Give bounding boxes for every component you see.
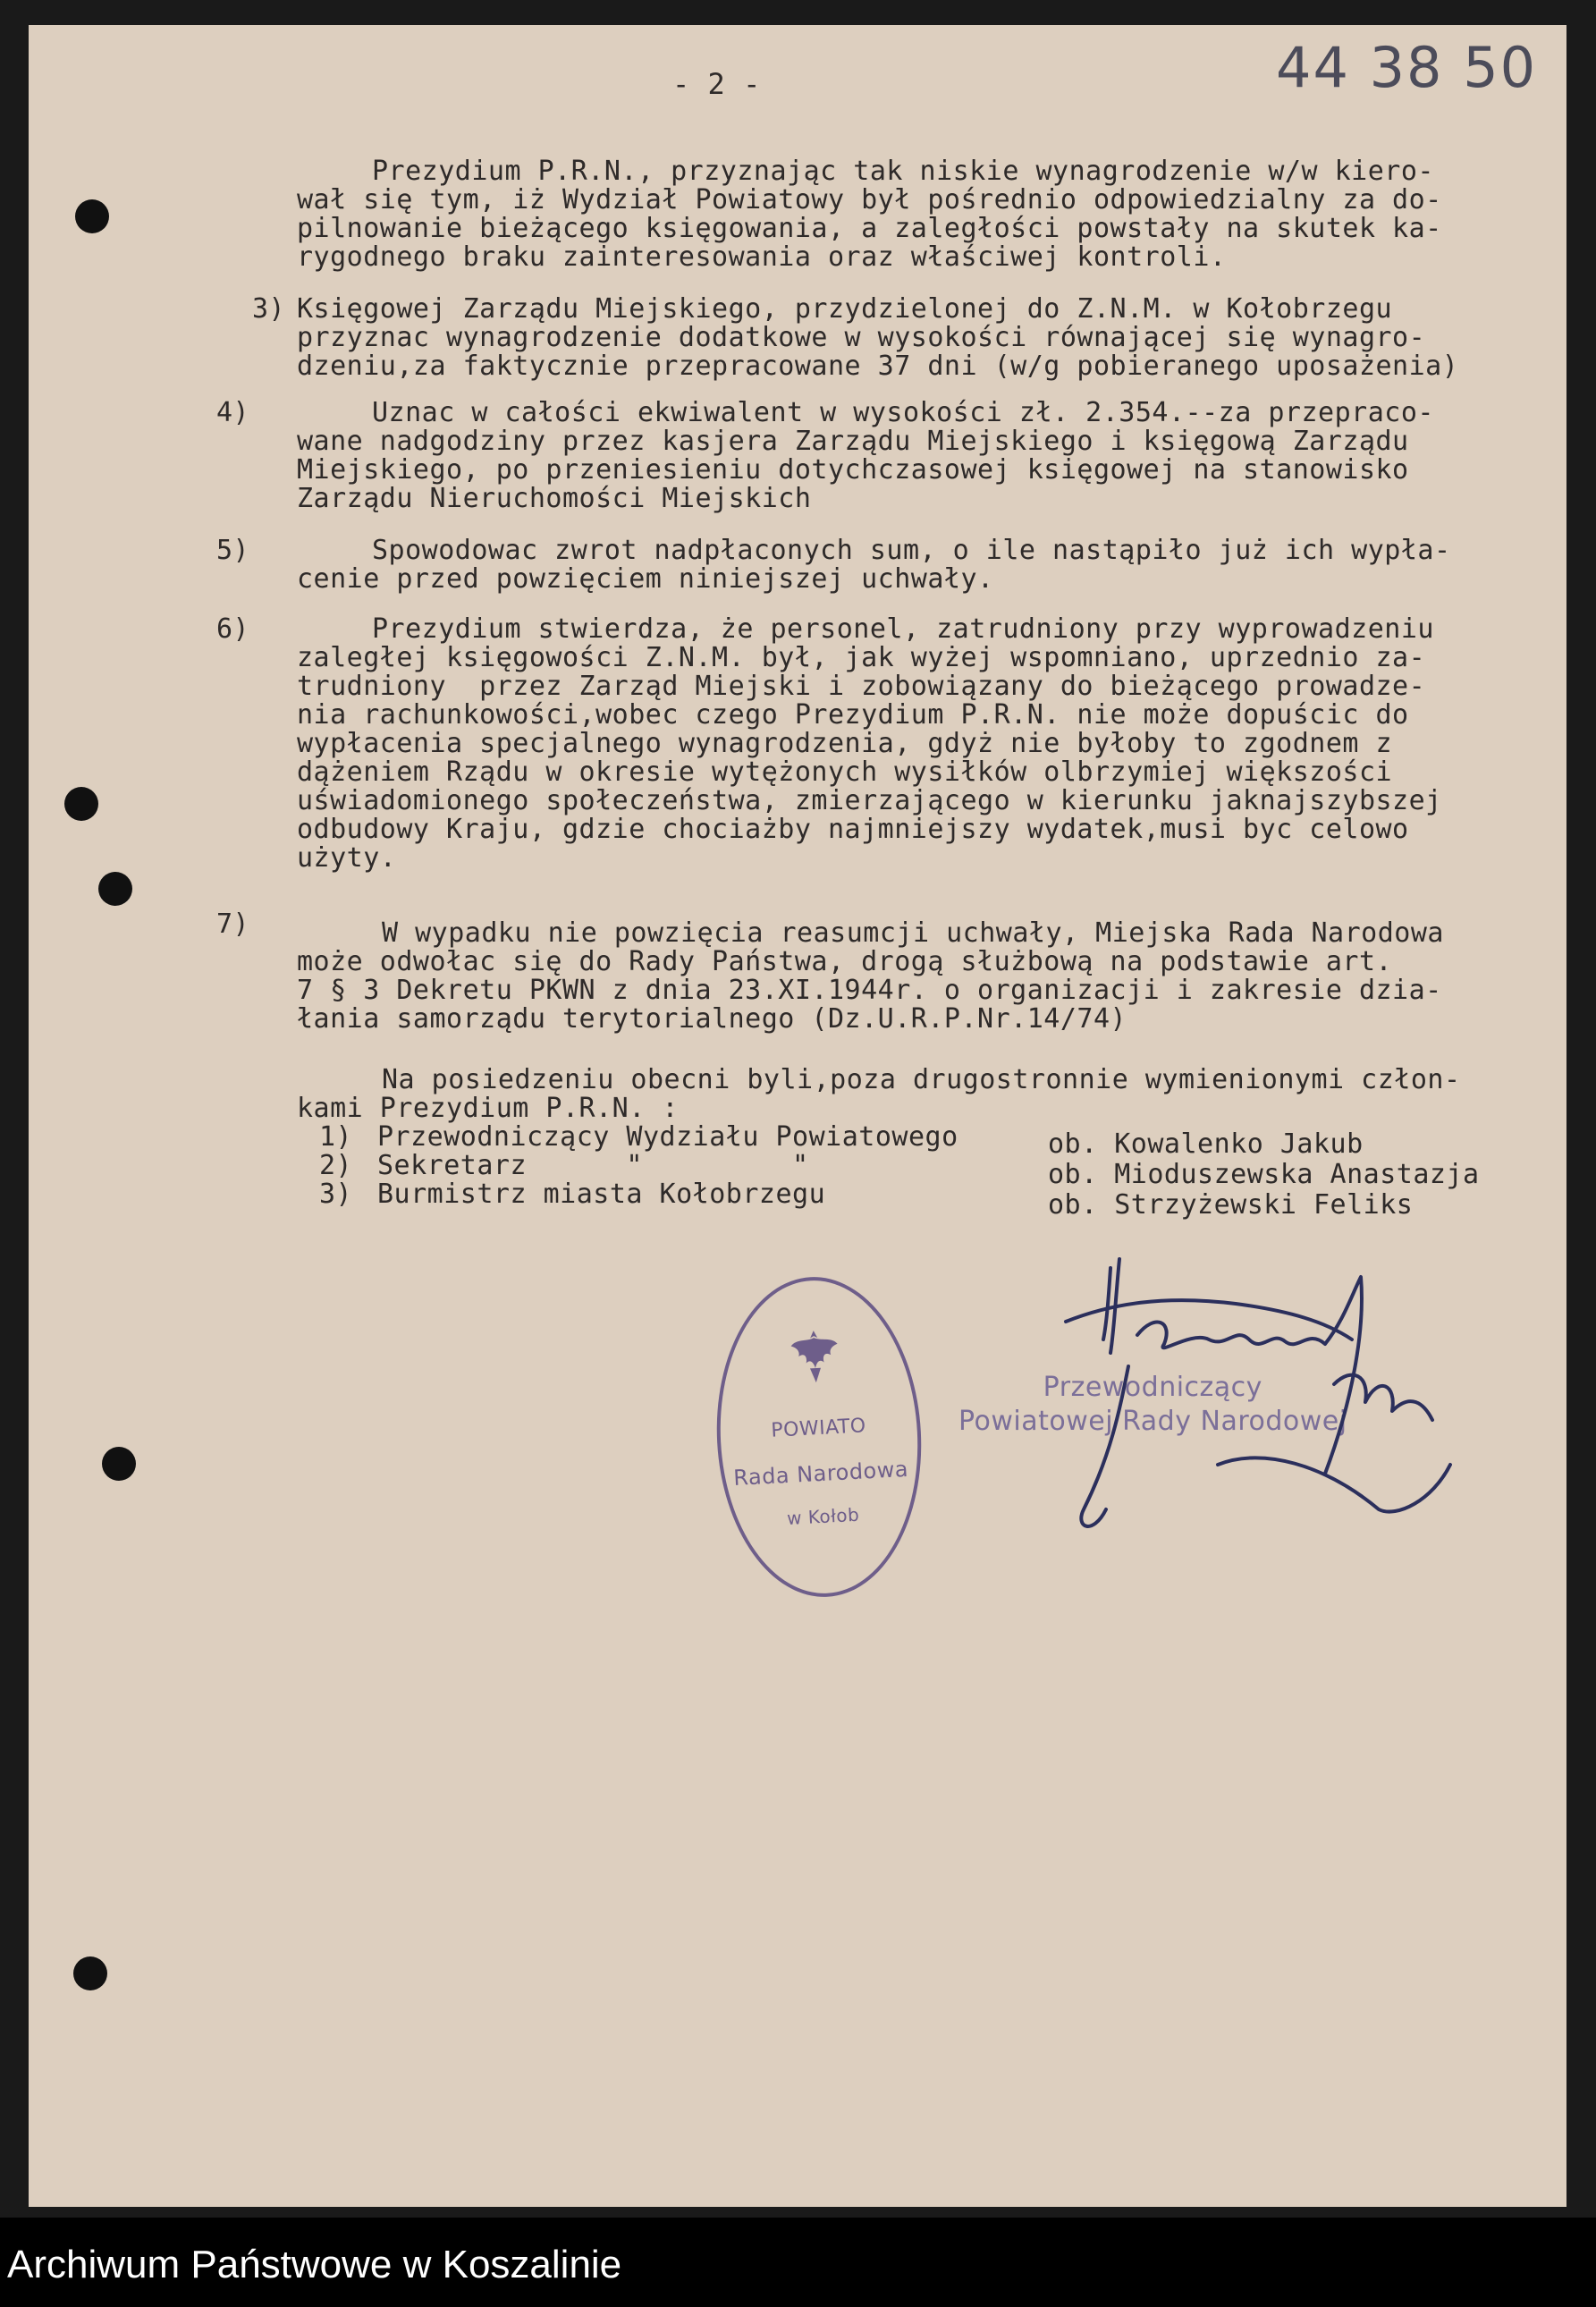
archive-name: Archiwum Państwowe w Koszalinie bbox=[7, 2243, 622, 2286]
item-number: 5) bbox=[216, 535, 250, 566]
text-line: Księgowej Zarządu Miejskiego, przydzielonej do Z.N.M. w Kołobrzegu bbox=[297, 293, 1393, 325]
official-round-stamp bbox=[709, 1272, 929, 1601]
item-number: 4) bbox=[216, 397, 250, 428]
text-line: trudniony przez Zarząd Miejski i zobowiązany do bieżącego prowadze- bbox=[297, 671, 1426, 702]
text-line: cenie przed powzięciem niniejszej uchwały. bbox=[297, 563, 994, 595]
text-line: łania samorządu terytorialnego (Dz.U.R.P.Nr.14/74) bbox=[297, 1003, 1127, 1035]
text-line: wane nadgodziny przez kasjera Zarządu Miejskiego i księgową Zarządu bbox=[297, 426, 1409, 457]
text-line: W wypadku nie powzięcia reasumcji uchwały, Miejska Rada Narodowa bbox=[382, 917, 1444, 949]
text-line: odbudowy Kraju, gdzie chociażby najmniejszy wydatek,musi byc celowo bbox=[297, 814, 1409, 845]
text-line: 7 § 3 Dekretu PKWN z dnia 23.XI.1944r. o organizacji i zakresie dzia- bbox=[297, 975, 1442, 1006]
text-line: użyty. bbox=[297, 842, 397, 874]
text-line: może odwołac się do Rady Państwa, drogą służbową na podstawie art. bbox=[297, 946, 1393, 977]
text-line: Zarządu Nieruchomości Miejskich bbox=[297, 483, 812, 514]
item-number: 3) bbox=[252, 293, 286, 325]
member-name: ob. Strzyżewski Feliks bbox=[1048, 1189, 1414, 1221]
text-line: Na posiedzeniu obecni byli,poza drugostronnie wymienionymi człon- bbox=[382, 1064, 1461, 1095]
archive-handwritten-number: 44 38 50 bbox=[1276, 35, 1538, 100]
member-name: ob. Kowalenko Jakub bbox=[1048, 1128, 1364, 1160]
stamp-line: w Kołob bbox=[786, 1503, 860, 1529]
text-line: Miejskiego, po przeniesieniu dotychczasowej księgowej na stanowisko bbox=[297, 454, 1409, 486]
item-number: 6) bbox=[216, 613, 250, 645]
eagle-emblem-icon bbox=[786, 1324, 843, 1390]
signature-subtitle: Powiatowej Rady Narodowej bbox=[958, 1406, 1347, 1437]
text-line: Uznac w całości ekwiwalent w wysokości zł. 2.354.--za przepraco- bbox=[372, 397, 1434, 428]
text-line: kami Prezydium P.R.N. : bbox=[297, 1093, 679, 1124]
text-line: Prezydium stwierdza, że personel, zatrudniony przy wyprowadzeniu bbox=[372, 613, 1434, 645]
member-number: 2) bbox=[319, 1150, 353, 1181]
item-number: 7) bbox=[216, 908, 250, 940]
punch-hole bbox=[64, 787, 98, 821]
member-number: 1) bbox=[319, 1121, 353, 1153]
handwritten-signature bbox=[1057, 1241, 1468, 1563]
punch-hole bbox=[73, 1956, 107, 1990]
text-line: uświadomionego społeczeństwa, zmierzającego w kierunku jaknajszybszej bbox=[297, 785, 1442, 816]
punch-hole bbox=[75, 199, 109, 233]
stamp-line: POWIATO bbox=[770, 1415, 867, 1442]
text-line: Spowodowac zwrot nadpłaconych sum, o ile nastąpiło już ich wypła- bbox=[372, 535, 1451, 566]
punch-hole bbox=[98, 872, 132, 906]
member-name: ob. Mioduszewska Anastazja bbox=[1048, 1159, 1480, 1190]
text-line: rygodnego braku zainteresowania oraz właściwej kontroli. bbox=[297, 241, 1227, 273]
punch-hole bbox=[102, 1447, 136, 1481]
member-number: 3) bbox=[319, 1179, 353, 1210]
text-line: zaległej księgowości Z.N.M. był, jak wyżej wspomniano, uprzednio za- bbox=[297, 642, 1426, 673]
text-line: wypłacenia specjalnego wynagrodzenia, gdyż nie byłoby to zgodnem z bbox=[297, 728, 1393, 759]
text-line: pilnowanie bieżącego księgowania, a zaległości powstały na skutek ka- bbox=[297, 213, 1442, 244]
page-number: - 2 - bbox=[672, 67, 761, 101]
member-role: Przewodniczący Wydziału Powiatowego bbox=[377, 1121, 958, 1153]
stamp-line: Rada Narodowa bbox=[732, 1456, 909, 1492]
text-line: wał się tym, iż Wydział Powiatowy był pośrednio odpowiedzialny za do- bbox=[297, 184, 1442, 215]
text-line: dzeniu,za faktycznie przepracowane 37 dni (w/g pobieranego uposażenia) bbox=[297, 351, 1459, 382]
text-line: przyznac wynagrodzenie dodatkowe w wysokości równającej się wynagro- bbox=[297, 322, 1426, 353]
member-role: Burmistrz miasta Kołobrzegu bbox=[377, 1179, 826, 1210]
text-line: nia rachunkowości,wobec czego Prezydium P.R.N. nie może dopuścic do bbox=[297, 699, 1409, 731]
document-page bbox=[29, 25, 1566, 2207]
text-line: dążeniem Rządu w okresie wytężonych wysiłków olbrzymiej większości bbox=[297, 756, 1393, 788]
member-role: Sekretarz " " bbox=[377, 1150, 809, 1181]
text-line: Prezydium P.R.N., przyznając tak niskie wynagrodzenie w/w kiero- bbox=[372, 156, 1434, 187]
document-body bbox=[29, 25, 1566, 2207]
signature-title: Przewodniczący bbox=[1043, 1372, 1262, 1403]
